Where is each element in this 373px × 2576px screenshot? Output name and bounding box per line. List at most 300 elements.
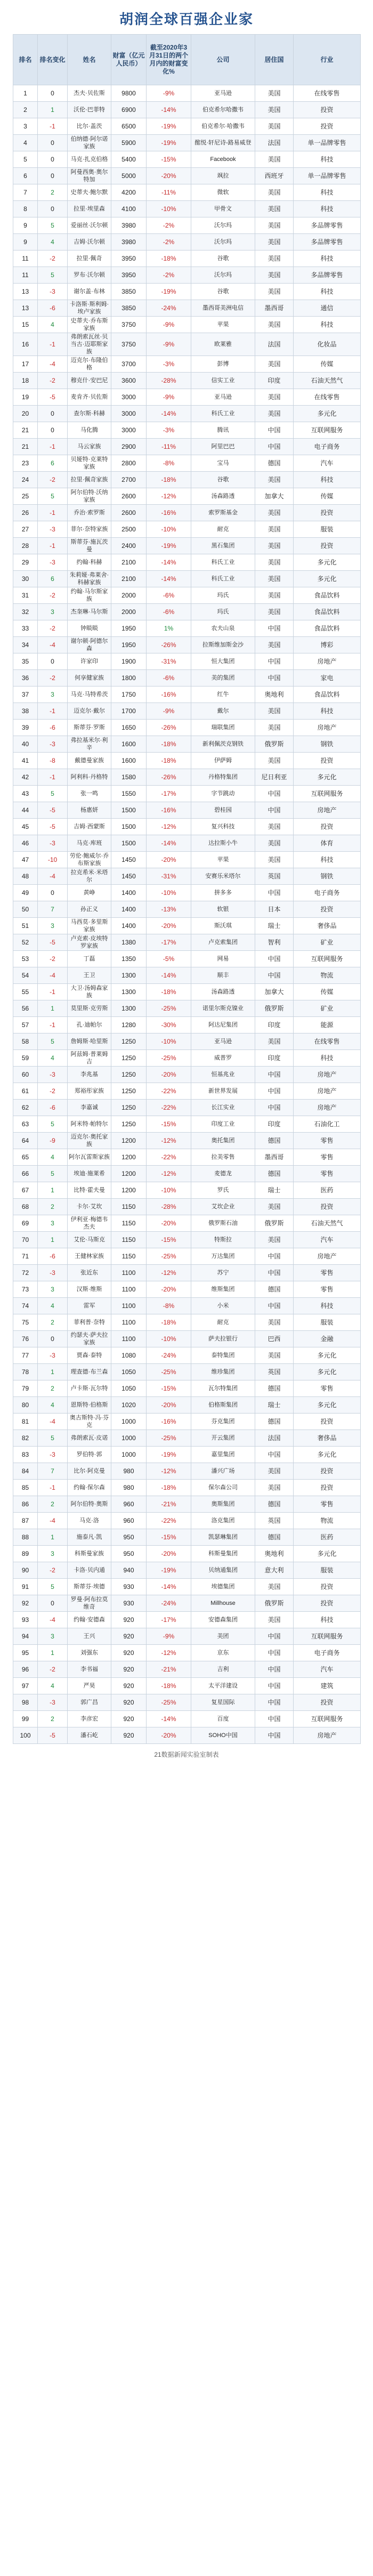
- cell-company: 索罗斯基金: [191, 505, 255, 521]
- cell-country: 中国: [255, 1645, 294, 1661]
- table-row: [13, 1628, 361, 1645]
- cell-rank-change: 0: [38, 406, 68, 422]
- cell-name: 吉姆·沃尔顿: [68, 234, 111, 251]
- table-row: [13, 1447, 361, 1463]
- cell-rank-change: -2: [38, 587, 68, 604]
- cell-rank-change: -3: [38, 1447, 68, 1463]
- cell-name: 张一鸣: [68, 786, 111, 802]
- cell-company: 顺丰: [191, 967, 255, 984]
- cell-rank: 18: [13, 373, 38, 389]
- cell-industry: 投资: [294, 819, 361, 835]
- cell-country: 墨西哥: [255, 300, 294, 317]
- cell-rank-change: -3: [38, 1694, 68, 1711]
- cell-wealth: 1450: [111, 852, 147, 868]
- cell-rank-change: 1: [38, 102, 68, 118]
- cell-wealth-change: -17%: [147, 1612, 191, 1628]
- cell-industry: 科技: [294, 184, 361, 201]
- cell-wealth-change: -30%: [147, 1017, 191, 1033]
- table-row: [13, 85, 361, 102]
- table-row: [13, 901, 361, 918]
- cell-country: 中国: [255, 653, 294, 670]
- cell-name: 孔·迪帕尔: [68, 1017, 111, 1033]
- table-row: [13, 1182, 361, 1199]
- header-industry: 行业: [294, 35, 361, 85]
- cell-wealth: 1300: [111, 967, 147, 984]
- cell-rank: 17: [13, 356, 38, 373]
- cell-rank-change: 6: [38, 455, 68, 472]
- cell-industry: 汽车: [294, 455, 361, 472]
- table-row: [13, 1116, 361, 1133]
- cell-rank-change: 3: [38, 1215, 68, 1232]
- cell-country: 中国: [255, 1628, 294, 1645]
- cell-wealth: 3980: [111, 217, 147, 234]
- cell-industry: 科技: [294, 1298, 361, 1314]
- cell-rank-change: 0: [38, 1331, 68, 1347]
- cell-name: 罗布·沃尔顿: [68, 267, 111, 284]
- cell-company: 甲骨文: [191, 201, 255, 217]
- table-row: [13, 389, 361, 406]
- cell-name: 黄峥: [68, 885, 111, 901]
- cell-industry: 科技: [294, 317, 361, 333]
- cell-wealth: 1600: [111, 736, 147, 753]
- cell-rank: 97: [13, 1678, 38, 1694]
- cell-rank: 11: [13, 251, 38, 267]
- table-row: [13, 234, 361, 251]
- cell-country: 中国: [255, 802, 294, 819]
- cell-wealth-change: -10%: [147, 1033, 191, 1050]
- cell-rank-change: 3: [38, 1628, 68, 1645]
- cell-name: 拉里·埃里森: [68, 201, 111, 217]
- table-row: [13, 736, 361, 753]
- cell-rank-change: -4: [38, 356, 68, 373]
- cell-rank: 49: [13, 885, 38, 901]
- page-title: 胡润全球百强企业家: [119, 11, 254, 27]
- cell-wealth-change: -18%: [147, 1480, 191, 1496]
- cell-industry: 零售: [294, 1281, 361, 1298]
- cell-company: 汤森路透: [191, 984, 255, 1000]
- cell-industry: 电子商务: [294, 885, 361, 901]
- cell-company: 宝马: [191, 455, 255, 472]
- cell-country: 美国: [255, 217, 294, 234]
- cell-rank: 28: [13, 538, 38, 554]
- cell-country: 中国: [255, 620, 294, 637]
- cell-wealth-change: -25%: [147, 1248, 191, 1265]
- cell-country: 中国: [255, 951, 294, 967]
- cell-rank: 1: [13, 85, 38, 102]
- cell-rank-change: -4: [38, 637, 68, 653]
- cell-company: 达拉斯小牛: [191, 835, 255, 852]
- table-row: [13, 835, 361, 852]
- cell-wealth: 1500: [111, 835, 147, 852]
- cell-wealth: 950: [111, 1529, 147, 1546]
- cell-rank-change: 4: [38, 1397, 68, 1414]
- cell-company: 新利佩茨克钢铁: [191, 736, 255, 753]
- cell-wealth: 2700: [111, 472, 147, 488]
- cell-company: 潘兴广场: [191, 1463, 255, 1480]
- cell-rank: 43: [13, 786, 38, 802]
- cell-industry: 科技: [294, 151, 361, 168]
- cell-country: 瑞士: [255, 918, 294, 934]
- cell-rank: 86: [13, 1496, 38, 1513]
- cell-wealth-change: -13%: [147, 901, 191, 918]
- table-row: [13, 168, 361, 184]
- table-row: [13, 554, 361, 571]
- cell-country: 加拿大: [255, 984, 294, 1000]
- cell-rank: 15: [13, 317, 38, 333]
- cell-rank-change: -5: [38, 802, 68, 819]
- cell-wealth: 9800: [111, 85, 147, 102]
- table-row: [13, 1331, 361, 1347]
- cell-name: 罗伯特·郭: [68, 1447, 111, 1463]
- cell-rank-change: 2: [38, 184, 68, 201]
- cell-wealth: 1050: [111, 1364, 147, 1380]
- cell-wealth: 1550: [111, 786, 147, 802]
- cell-wealth-change: -9%: [147, 85, 191, 102]
- cell-wealth: 3000: [111, 422, 147, 439]
- cell-wealth-change: -24%: [147, 300, 191, 317]
- cell-wealth-change: -12%: [147, 1166, 191, 1182]
- cell-wealth: 1950: [111, 620, 147, 637]
- cell-wealth-change: -28%: [147, 373, 191, 389]
- cell-industry: 多元化: [294, 571, 361, 587]
- cell-industry: 投资: [294, 102, 361, 118]
- cell-wealth-change: 1%: [147, 620, 191, 637]
- cell-rank-change: 7: [38, 901, 68, 918]
- cell-industry: 物流: [294, 1513, 361, 1529]
- table-row: [13, 1149, 361, 1166]
- cell-country: 中国: [255, 1298, 294, 1314]
- cell-wealth-change: -20%: [147, 1215, 191, 1232]
- cell-company: 谷歌: [191, 284, 255, 300]
- cell-name: 卡洛斯·斯利姆·埃卢家族: [68, 300, 111, 317]
- cell-name: 莫里斯·克劳斯: [68, 1000, 111, 1017]
- cell-name: 詹姆斯·哈里斯: [68, 1033, 111, 1050]
- cell-company: 黑石集团: [191, 538, 255, 554]
- cell-name: 罗曼·阿布拉莫维奇: [68, 1595, 111, 1612]
- cell-rank-change: 5: [38, 488, 68, 505]
- cell-rank: 62: [13, 1100, 38, 1116]
- cell-company: 卢克索集团: [191, 934, 255, 951]
- cell-wealth-change: -15%: [147, 1116, 191, 1133]
- table-row: [13, 1645, 361, 1661]
- cell-industry: 奢侈品: [294, 1430, 361, 1447]
- cell-rank-change: -5: [38, 389, 68, 406]
- cell-rank: 71: [13, 1248, 38, 1265]
- cell-country: 美国: [255, 835, 294, 852]
- cell-country: 巴西: [255, 1331, 294, 1347]
- cell-company: 亚马逊: [191, 85, 255, 102]
- cell-wealth-change: -25%: [147, 1364, 191, 1380]
- cell-wealth: 1250: [111, 1050, 147, 1067]
- cell-rank: 25: [13, 488, 38, 505]
- cell-country: 美国: [255, 1612, 294, 1628]
- header-name: 姓名: [68, 35, 111, 85]
- cell-rank-change: -2: [38, 670, 68, 687]
- cell-company: 洛克集团: [191, 1513, 255, 1529]
- table-row: [13, 135, 361, 151]
- cell-rank-change: 5: [38, 1166, 68, 1182]
- cell-rank-change: -5: [38, 819, 68, 835]
- table-row: [13, 1100, 361, 1116]
- table-row: [13, 604, 361, 620]
- cell-wealth: 920: [111, 1678, 147, 1694]
- cell-rank-change: 3: [38, 687, 68, 703]
- table-row: [13, 455, 361, 472]
- table-row: [13, 918, 361, 934]
- cell-rank-change: 5: [38, 1033, 68, 1050]
- cell-wealth-change: -14%: [147, 835, 191, 852]
- cell-wealth: 3600: [111, 373, 147, 389]
- cell-rank-change: -1: [38, 505, 68, 521]
- cell-industry: 房地产: [294, 653, 361, 670]
- cell-rank-change: -2: [38, 1661, 68, 1678]
- cell-rank: 64: [13, 1133, 38, 1149]
- cell-wealth: 1100: [111, 1281, 147, 1298]
- cell-country: 美国: [255, 505, 294, 521]
- cell-wealth: 2900: [111, 439, 147, 455]
- cell-industry: 房地产: [294, 1248, 361, 1265]
- cell-company: 艾坎企业: [191, 1199, 255, 1215]
- cell-rank-change: 2: [38, 1314, 68, 1331]
- cell-rank-change: -2: [38, 373, 68, 389]
- cell-wealth-change: -14%: [147, 406, 191, 422]
- cell-rank: 52: [13, 934, 38, 951]
- cell-country: 美国: [255, 317, 294, 333]
- cell-wealth: 1150: [111, 1248, 147, 1265]
- cell-rank: 2: [13, 102, 38, 118]
- cell-wealth-change: -15%: [147, 1529, 191, 1546]
- cell-wealth-change: -12%: [147, 819, 191, 835]
- cell-wealth: 2600: [111, 505, 147, 521]
- cell-company: 亚马逊: [191, 1033, 255, 1050]
- cell-industry: 多元化: [294, 1397, 361, 1414]
- cell-wealth: 930: [111, 1595, 147, 1612]
- cell-name: 张近东: [68, 1265, 111, 1281]
- cell-name: 乔治·索罗斯: [68, 505, 111, 521]
- table-row: [13, 1281, 361, 1298]
- table-row: [13, 720, 361, 736]
- table-row: [13, 1661, 361, 1678]
- cell-company: 沃尔玛: [191, 267, 255, 284]
- cell-company: 红牛: [191, 687, 255, 703]
- cell-country: 美国: [255, 389, 294, 406]
- cell-rank-change: -1: [38, 333, 68, 356]
- cell-industry: 建筑: [294, 1678, 361, 1694]
- cell-industry: 石油天然气: [294, 1215, 361, 1232]
- cell-wealth-change: -14%: [147, 967, 191, 984]
- cell-wealth-change: -20%: [147, 1397, 191, 1414]
- cell-name: 科斯曼家族: [68, 1546, 111, 1562]
- cell-industry: 矿业: [294, 1000, 361, 1017]
- cell-wealth: 1400: [111, 901, 147, 918]
- cell-industry: 多元化: [294, 769, 361, 786]
- cell-country: 法国: [255, 333, 294, 356]
- cell-wealth-change: -25%: [147, 1000, 191, 1017]
- cell-industry: 在线零售: [294, 389, 361, 406]
- cell-rank-change: 3: [38, 1546, 68, 1562]
- cell-rank: 50: [13, 901, 38, 918]
- cell-company: 奥托集团: [191, 1133, 255, 1149]
- table-row: [13, 538, 361, 554]
- table-row: [13, 1033, 361, 1050]
- cell-rank: 81: [13, 1414, 38, 1430]
- table-row: [13, 1347, 361, 1364]
- cell-country: 加拿大: [255, 488, 294, 505]
- cell-rank-change: -1: [38, 703, 68, 720]
- cell-industry: 科技: [294, 1050, 361, 1067]
- cell-country: 中国: [255, 1678, 294, 1694]
- cell-wealth: 1600: [111, 753, 147, 769]
- cell-country: 美国: [255, 201, 294, 217]
- cell-name: 阿兹姆·普莱姆吉: [68, 1050, 111, 1067]
- cell-company: 苹果: [191, 317, 255, 333]
- cell-wealth-change: -31%: [147, 868, 191, 885]
- table-row: [13, 472, 361, 488]
- cell-rank-change: 0: [38, 168, 68, 184]
- cell-rank-change: -3: [38, 1347, 68, 1364]
- cell-rank: 57: [13, 1017, 38, 1033]
- cell-wealth: 1800: [111, 670, 147, 687]
- cell-wealth: 1250: [111, 1100, 147, 1116]
- cell-rank: 35: [13, 653, 38, 670]
- table-row: [13, 1314, 361, 1331]
- rich-list-table: [13, 34, 361, 1744]
- cell-industry: 科技: [294, 251, 361, 267]
- cell-country: 美国: [255, 184, 294, 201]
- cell-rank-change: 0: [38, 1595, 68, 1612]
- cell-name: 阿曼西奥·奥尔特加: [68, 168, 111, 184]
- cell-country: 中国: [255, 1100, 294, 1116]
- cell-rank: 96: [13, 1661, 38, 1678]
- table-row: [13, 1595, 361, 1612]
- cell-country: 中国: [255, 439, 294, 455]
- cell-wealth-change: -20%: [147, 1281, 191, 1298]
- cell-company: 俄罗斯石油: [191, 1215, 255, 1232]
- cell-wealth: 1300: [111, 1000, 147, 1017]
- cell-rank: 48: [13, 868, 38, 885]
- cell-rank-change: 4: [38, 317, 68, 333]
- table-row: [13, 1298, 361, 1314]
- cell-country: 中国: [255, 1711, 294, 1727]
- table-row: [13, 852, 361, 868]
- cell-company: 瑞联集团: [191, 720, 255, 736]
- cell-company: 拉美零售: [191, 1149, 255, 1166]
- cell-rank: 99: [13, 1711, 38, 1727]
- cell-name: 王健林家族: [68, 1248, 111, 1265]
- cell-name: 拉里·佩奇: [68, 251, 111, 267]
- cell-industry: 零售: [294, 1133, 361, 1149]
- cell-name: 何享健家族: [68, 670, 111, 687]
- cell-wealth-change: -12%: [147, 1265, 191, 1281]
- cell-rank: 7: [13, 184, 38, 201]
- header-country: 居住国: [255, 35, 294, 85]
- cell-industry: 多元化: [294, 1447, 361, 1463]
- cell-wealth-change: -17%: [147, 934, 191, 951]
- cell-company: SOHO中国: [191, 1727, 255, 1744]
- table-row: [13, 300, 361, 317]
- table-row: [13, 406, 361, 422]
- cell-wealth-change: -18%: [147, 1678, 191, 1694]
- cell-country: 德国: [255, 1380, 294, 1397]
- cell-industry: 博彩: [294, 637, 361, 653]
- cell-name: 卡洛·贝内通: [68, 1562, 111, 1579]
- cell-name: 戴德曼家族: [68, 753, 111, 769]
- table-row: [13, 1232, 361, 1248]
- table-row: [13, 251, 361, 267]
- cell-name: 约翰·保尔森: [68, 1480, 111, 1496]
- table-row: [13, 687, 361, 703]
- cell-name: 约瑟夫·萨夫拉家族: [68, 1331, 111, 1347]
- cell-wealth-change: -3%: [147, 356, 191, 373]
- cell-industry: 投资: [294, 1414, 361, 1430]
- cell-company: 耐克: [191, 521, 255, 538]
- cell-wealth-change: -19%: [147, 118, 191, 135]
- cell-name: 劳伦·鲍威尔·乔布斯家族: [68, 852, 111, 868]
- cell-company: 科氏工业: [191, 406, 255, 422]
- cell-rank: 8: [13, 201, 38, 217]
- cell-industry: 房地产: [294, 1100, 361, 1116]
- cell-industry: 互联网服务: [294, 951, 361, 967]
- cell-wealth-change: -11%: [147, 184, 191, 201]
- cell-wealth: 1380: [111, 934, 147, 951]
- cell-wealth: 920: [111, 1628, 147, 1645]
- cell-wealth-change: -12%: [147, 1645, 191, 1661]
- cell-wealth: 2500: [111, 521, 147, 538]
- cell-rank-change: -1: [38, 769, 68, 786]
- table-row: [13, 951, 361, 967]
- cell-rank: 39: [13, 720, 38, 736]
- cell-country: 墨西哥: [255, 1149, 294, 1166]
- cell-company: 科斯曼集团: [191, 1546, 255, 1562]
- cell-industry: 多元化: [294, 1347, 361, 1364]
- cell-rank-change: 2: [38, 1496, 68, 1513]
- table-row: [13, 571, 361, 587]
- cell-wealth: 3950: [111, 267, 147, 284]
- cell-name: 严昊: [68, 1678, 111, 1694]
- cell-company: 万达集团: [191, 1248, 255, 1265]
- cell-wealth-change: -9%: [147, 333, 191, 356]
- cell-industry: 食品饮料: [294, 620, 361, 637]
- cell-rank: 80: [13, 1397, 38, 1414]
- cell-wealth-change: -16%: [147, 687, 191, 703]
- cell-name: 王卫: [68, 967, 111, 984]
- cell-company: 奥斯集团: [191, 1496, 255, 1513]
- cell-industry: 零售: [294, 1166, 361, 1182]
- cell-industry: 在线零售: [294, 1033, 361, 1050]
- table-row: [13, 267, 361, 284]
- cell-wealth: 2600: [111, 488, 147, 505]
- cell-name: 沃伦·巴菲特: [68, 102, 111, 118]
- cell-company: 沃尔玛: [191, 234, 255, 251]
- cell-rank: 45: [13, 819, 38, 835]
- cell-wealth-change: -22%: [147, 1083, 191, 1100]
- cell-wealth-change: -16%: [147, 505, 191, 521]
- cell-country: 中国: [255, 1248, 294, 1265]
- cell-rank-change: 3: [38, 604, 68, 620]
- cell-country: 智利: [255, 934, 294, 951]
- cell-name: 吉姆·西蒙斯: [68, 819, 111, 835]
- cell-rank-change: 1: [38, 1529, 68, 1546]
- cell-industry: 化妆品: [294, 333, 361, 356]
- cell-rank: 93: [13, 1612, 38, 1628]
- table-row: [13, 118, 361, 135]
- cell-rank-change: 5: [38, 267, 68, 284]
- cell-rank: 100: [13, 1727, 38, 1744]
- cell-country: 德国: [255, 1133, 294, 1149]
- cell-industry: 体育: [294, 835, 361, 852]
- cell-rank-change: -1: [38, 538, 68, 554]
- cell-country: 美国: [255, 1347, 294, 1364]
